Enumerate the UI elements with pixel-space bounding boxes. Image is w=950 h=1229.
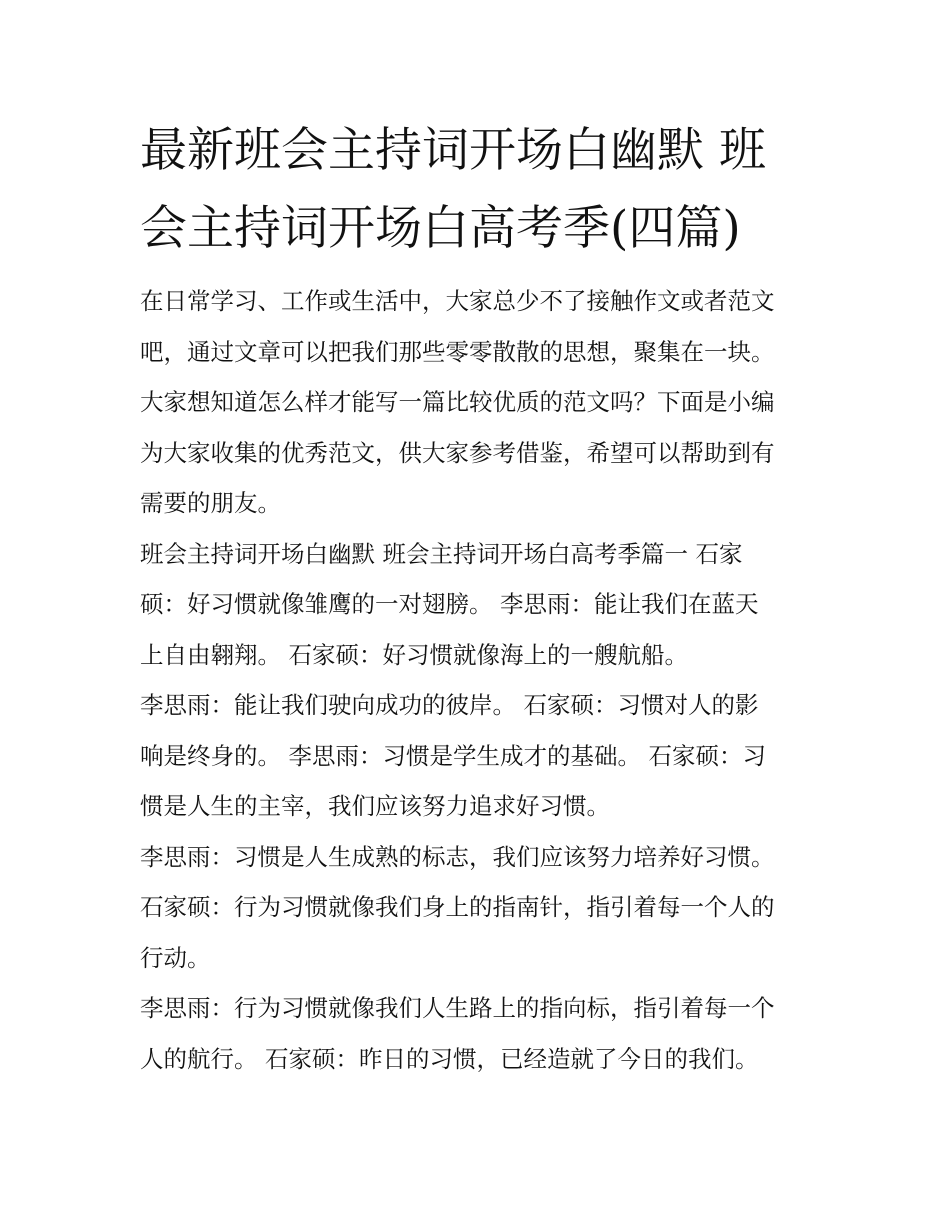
body-line: 为大家收集的优秀范文，供大家参考借鉴，希望可以帮助到有 <box>140 438 775 467</box>
body-line: 李思雨：习惯是人生成熟的标志，我们应该努力培养好习惯。 <box>140 842 775 871</box>
title-line-2: 会主持词开场白高考季(四篇) <box>140 201 741 256</box>
body-line: 人的航行。 石家硕：昨日的习惯，已经造就了今日的我们。 <box>140 1044 759 1073</box>
body-line: 行动。 <box>140 943 211 972</box>
body-line: 惯是人生的主宰，我们应该努力追求好习惯。 <box>140 792 610 820</box>
body-line: 李思雨：行为习惯就像我们人生路上的指向标，指引着每一个 <box>140 994 775 1022</box>
body-line: 上自由翱翔。 石家硕：好习惯就像海上的一艘航船。 <box>140 640 688 669</box>
body-line: 响是终身的。 李思雨：习惯是学生成才的基础。 石家硕：习 <box>140 741 766 770</box>
body-line: 大家想知道怎么样才能写一篇比较优质的范文吗？下面是小编 <box>140 388 775 416</box>
body-line: 需要的朋友。 <box>140 489 281 517</box>
body-line: 班会主持词开场白幽默 班会主持词开场白高考季篇一 石家 <box>140 539 743 568</box>
body-line: 石家硕：行为习惯就像我们身上的指南针，指引着每一个人的 <box>140 893 775 921</box>
document-title <box>140 112 830 268</box>
document-body <box>140 276 830 1084</box>
body-line: 在日常学习、工作或生活中，大家总少不了接触作文或者范文 <box>140 287 775 315</box>
title-line-1: 最新班会主持词开场白幽默 班 <box>140 123 766 178</box>
body-line: 李思雨：能让我们驶向成功的彼岸。 石家硕：习惯对人的影 <box>140 691 759 719</box>
body-line: 硕：好习惯就像雏鹰的一对翅膀。 李思雨：能让我们在蓝天 <box>140 590 759 618</box>
body-line: 吧，通过文章可以把我们那些零零散散的思想，聚集在一块。 <box>140 337 775 366</box>
